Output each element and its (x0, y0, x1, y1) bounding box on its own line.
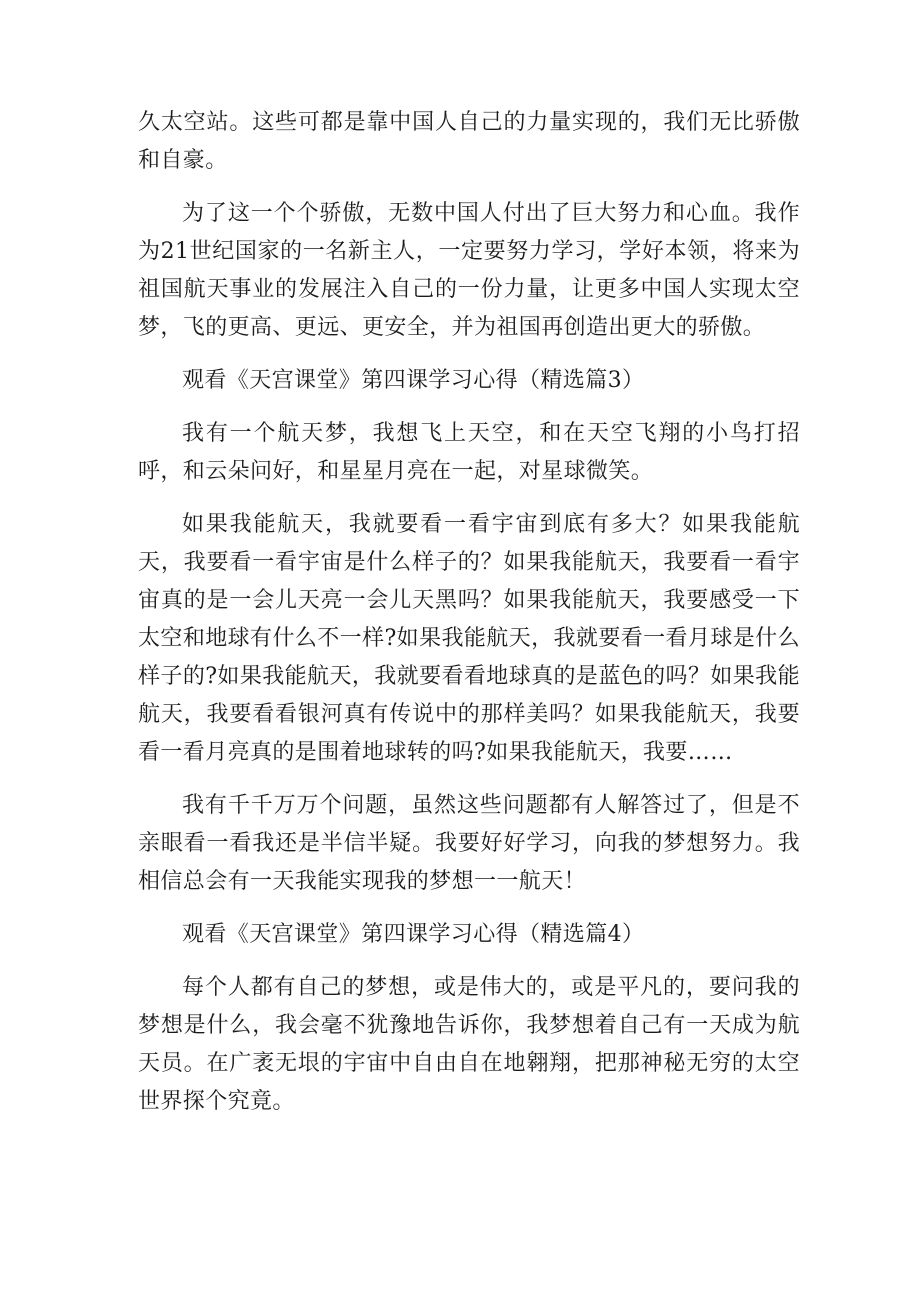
paragraph: 我有千千万万个问题，虽然这些问题都有人解答过了，但是不亲眼看一看我还是半信半疑。我要好好学习，向我的梦想努力。我相信总会有一天我能实现我的梦想一一航天！ (138, 793, 800, 894)
paragraph: 为了这一个个骄傲，无数中国人付出了巨大努力和心血。我作为21世纪国家的一名新主人，一定要努力学习，学好本领，将来为祖国航天事业的发展注入自己的一份力量，让更多中国人实现太空梦，飞的更高、更远、更安全，并为祖国再创造出更大的骄傲。 (138, 201, 800, 340)
section-heading-4: 观看《天宫课堂》第四课学习心得（精选篇4） (182, 922, 645, 947)
paragraph: 每个人都有自己的梦想，或是伟大的，或是平凡的，要问我的梦想是什么，我会毫不犹豫地告诉你，我梦想着自己有一天成为航天员。在广袤无垠的宇宙中自由自在地翱翔，把那神秘无穷的太空世界探个究竟。 (138, 975, 800, 1114)
paragraph-continued: 久太空站。这些可都是靠中国人自己的力量实现的，我们无比骄傲和自豪。 (138, 110, 800, 173)
section-heading-3: 观看《天宫课堂》第四课学习心得（精选篇3） (182, 368, 645, 393)
paragraph: 如果我能航天，我就要看一看宇宙到底有多大？如果我能航天，我要看一看宇宙是什么样子的？如果我能航天，我要看一看宇宙真的是一会儿天亮一会儿天黑吗？如果我能航天，我要感受一下太空和地球有什么不一样?如果我能航天，我就要看一看月球是什么样子的?如果我能航天，我就要看看地球真的是蓝色的吗？如果我能航天，我要看看银河真有传说中的那样美吗？如果我能航天，我要看一看月亮真的是围着地球转的吗?如果我能航天，我要…… (138, 512, 800, 765)
paragraph: 我有一个航天梦，我想飞上天空，和在天空飞翔的小鸟打招呼，和云朵问好，和星星月亮在一起，对星球微笑。 (138, 421, 800, 484)
